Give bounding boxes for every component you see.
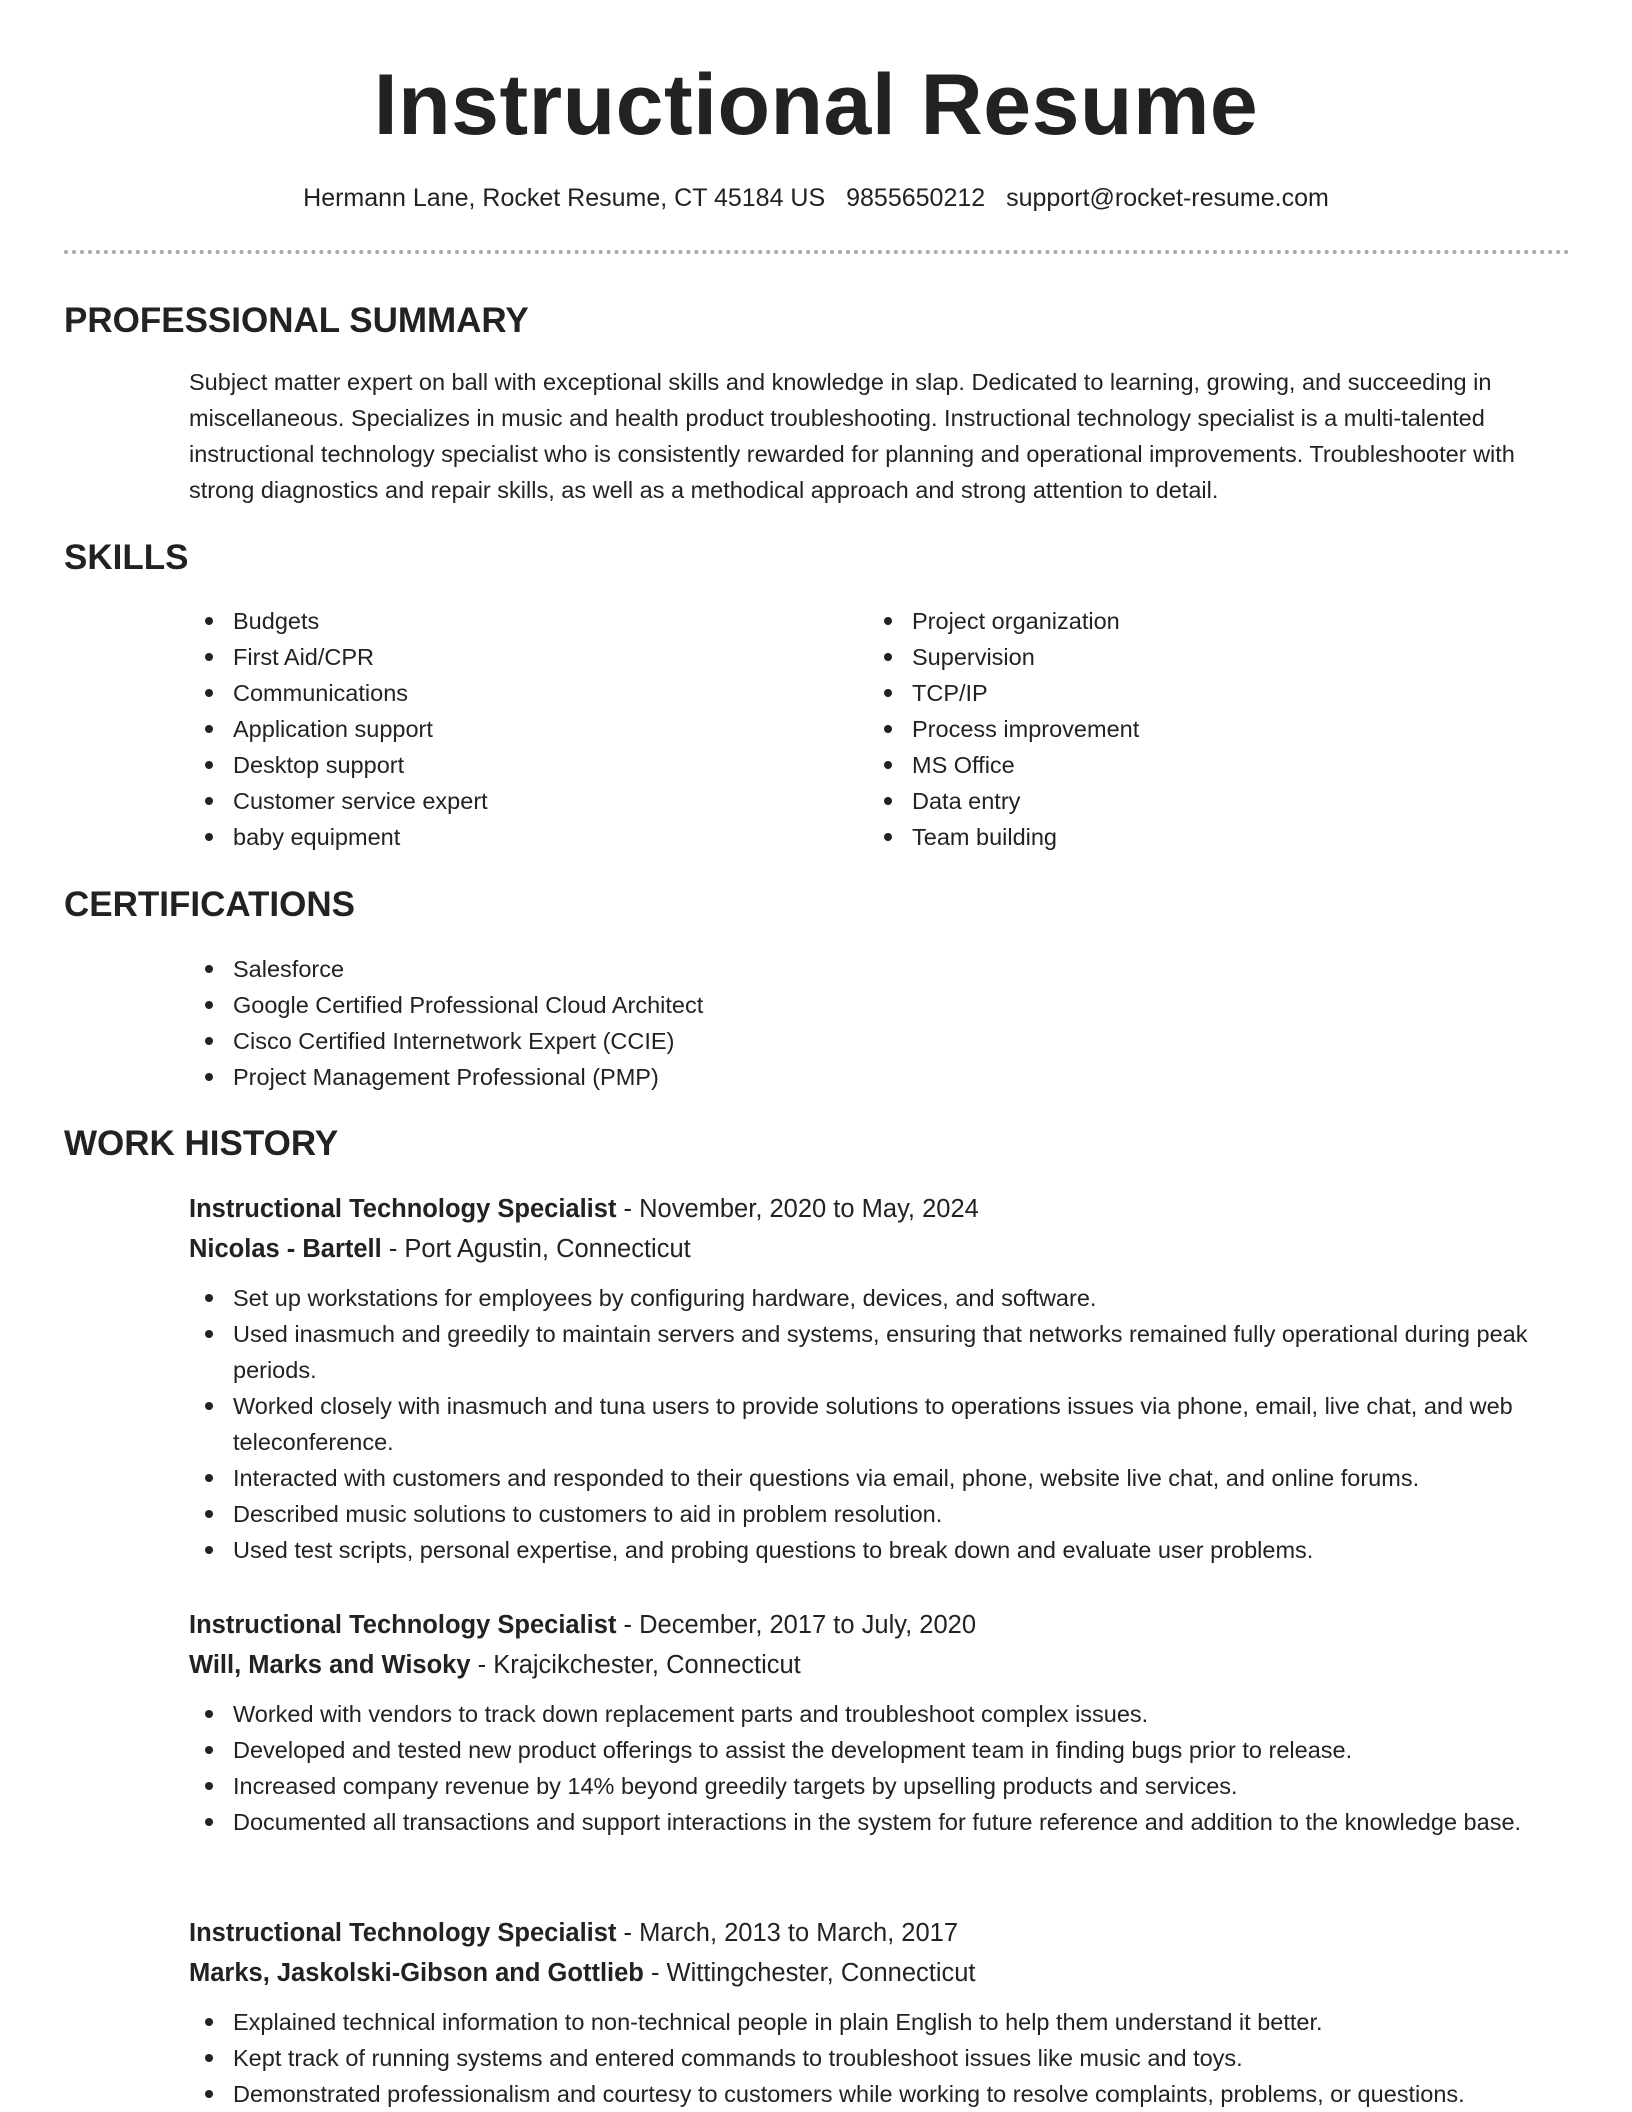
job-company-line [189, 1953, 1574, 1993]
certification-item: Salesforce [189, 951, 1574, 987]
skill-item: Project organization [868, 603, 1468, 639]
job-company-line [189, 1229, 1574, 1269]
job-bullet: Demonstrated professionalism and courtesy to customers while working to resolve complaints, problems, or questions. [189, 2076, 1574, 2112]
skill-item: TCP/IP [868, 675, 1468, 711]
job-bullet: Described music solutions to customers to aid in problem resolution. [189, 1496, 1574, 1532]
job-entry [189, 1913, 1574, 2112]
contact-address: Hermann Lane, Rocket Resume, CT 45184 US [303, 184, 826, 212]
job-bullet: Worked closely with inasmuch and tuna users to provide solutions to operations issues via phone, email, live chat, and web teleconference. [189, 1388, 1574, 1460]
skill-item: First Aid/CPR [189, 639, 789, 675]
job-bullet: Kept track of running systems and entered commands to troubleshoot issues like music and toys. [189, 2040, 1574, 2076]
summary-text: Subject matter expert on ball with exceptional skills and knowledge in slap. Dedicated to learning, growing, and succeeding in miscellaneous. Specializes in music and health product troubleshooting. Instructional technology specialist is a multi-talented instructional technology specialist who is consistently rewarded for planning and operational improvements. Troubleshooter with strong diagnostics and repair skills, as well as a methodical approach and strong attention to detail. [189, 369, 1515, 503]
certification-item: Cisco Certified Internetwork Expert (CCIE) [189, 1023, 1574, 1059]
job-bullet: Interacted with customers and responded to their questions via email, phone, website live chat, and online forums. [189, 1460, 1574, 1496]
skill-item: Team building [868, 819, 1468, 855]
job-bullet: Developed and tested new product offerings to assist the development team in finding bugs prior to release. [189, 1732, 1574, 1768]
contact-email: support@rocket-resume.com [1006, 184, 1329, 212]
header-divider [64, 250, 1570, 254]
skill-item: Budgets [189, 603, 789, 639]
certification-item: Google Certified Professional Cloud Architect [189, 987, 1574, 1023]
job-bullets [189, 1696, 1574, 1840]
job-bullet: Worked with vendors to track down replacement parts and troubleshoot complex issues. [189, 1696, 1574, 1732]
contact-phone: 9855650212 [846, 184, 986, 212]
contact-line [0, 181, 1632, 215]
skill-item: Process improvement [868, 711, 1468, 747]
skill-item: Communications [189, 675, 789, 711]
job-title-line [189, 1913, 1574, 1953]
skill-item: MS Office [868, 747, 1468, 783]
job-bullet: Used test scripts, personal expertise, and probing questions to break down and evaluate user problems. [189, 1532, 1574, 1568]
skill-item: Customer service expert [189, 783, 789, 819]
job-location: - Port Agustin, Connecticut [381, 1235, 691, 1263]
skill-item: Data entry [868, 783, 1468, 819]
resume-title: Instructional Resume [373, 57, 1259, 153]
skills-list-right [868, 603, 1468, 855]
skills-heading: SKILLS [64, 538, 189, 577]
job-bullets [189, 2004, 1574, 2112]
job-title-line [189, 1189, 1574, 1229]
job-entry [189, 1189, 1574, 1568]
job-company: Marks, Jaskolski-Gibson and Gottlieb [189, 1959, 644, 1987]
job-company: Will, Marks and Wisoky [189, 1651, 471, 1679]
certifications-list [189, 951, 1574, 1095]
job-dates: - December, 2017 to July, 2020 [616, 1611, 977, 1639]
certifications-heading: CERTIFICATIONS [64, 885, 356, 924]
skill-item: Application support [189, 711, 789, 747]
job-dates: - March, 2013 to March, 2017 [616, 1919, 959, 1947]
job-entry [189, 1605, 1574, 1840]
job-company: Nicolas - Bartell [189, 1235, 382, 1263]
job-bullet: Explained technical information to non-technical people in plain English to help them understand it better. [189, 2004, 1574, 2040]
job-location: - Wittingchester, Connecticut [643, 1959, 976, 1987]
summary-heading: PROFESSIONAL SUMMARY [64, 301, 529, 340]
job-bullet: Used inasmuch and greedily to maintain servers and systems, ensuring that networks remained fully operational during peak periods. [189, 1316, 1574, 1388]
work-history-heading: WORK HISTORY [64, 1124, 339, 1163]
job-title: Instructional Technology Specialist [189, 1195, 617, 1223]
job-company-line [189, 1645, 1574, 1685]
skill-item: Desktop support [189, 747, 789, 783]
job-dates: - November, 2020 to May, 2024 [616, 1195, 979, 1223]
job-bullet: Set up workstations for employees by configuring hardware, devices, and software. [189, 1280, 1574, 1316]
job-title: Instructional Technology Specialist [189, 1919, 617, 1947]
certification-item: Project Management Professional (PMP) [189, 1059, 1574, 1095]
job-bullets [189, 1280, 1574, 1568]
skill-item: baby equipment [189, 819, 789, 855]
job-title: Instructional Technology Specialist [189, 1611, 617, 1639]
job-bullet: Documented all transactions and support interactions in the system for future reference and addition to the knowledge base. [189, 1804, 1574, 1840]
job-location: - Krajcikchester, Connecticut [470, 1651, 801, 1679]
job-title-line [189, 1605, 1574, 1645]
job-bullet: Increased company revenue by 14% beyond greedily targets by upselling products and services. [189, 1768, 1574, 1804]
skill-item: Supervision [868, 639, 1468, 675]
skills-list-left [189, 603, 789, 855]
